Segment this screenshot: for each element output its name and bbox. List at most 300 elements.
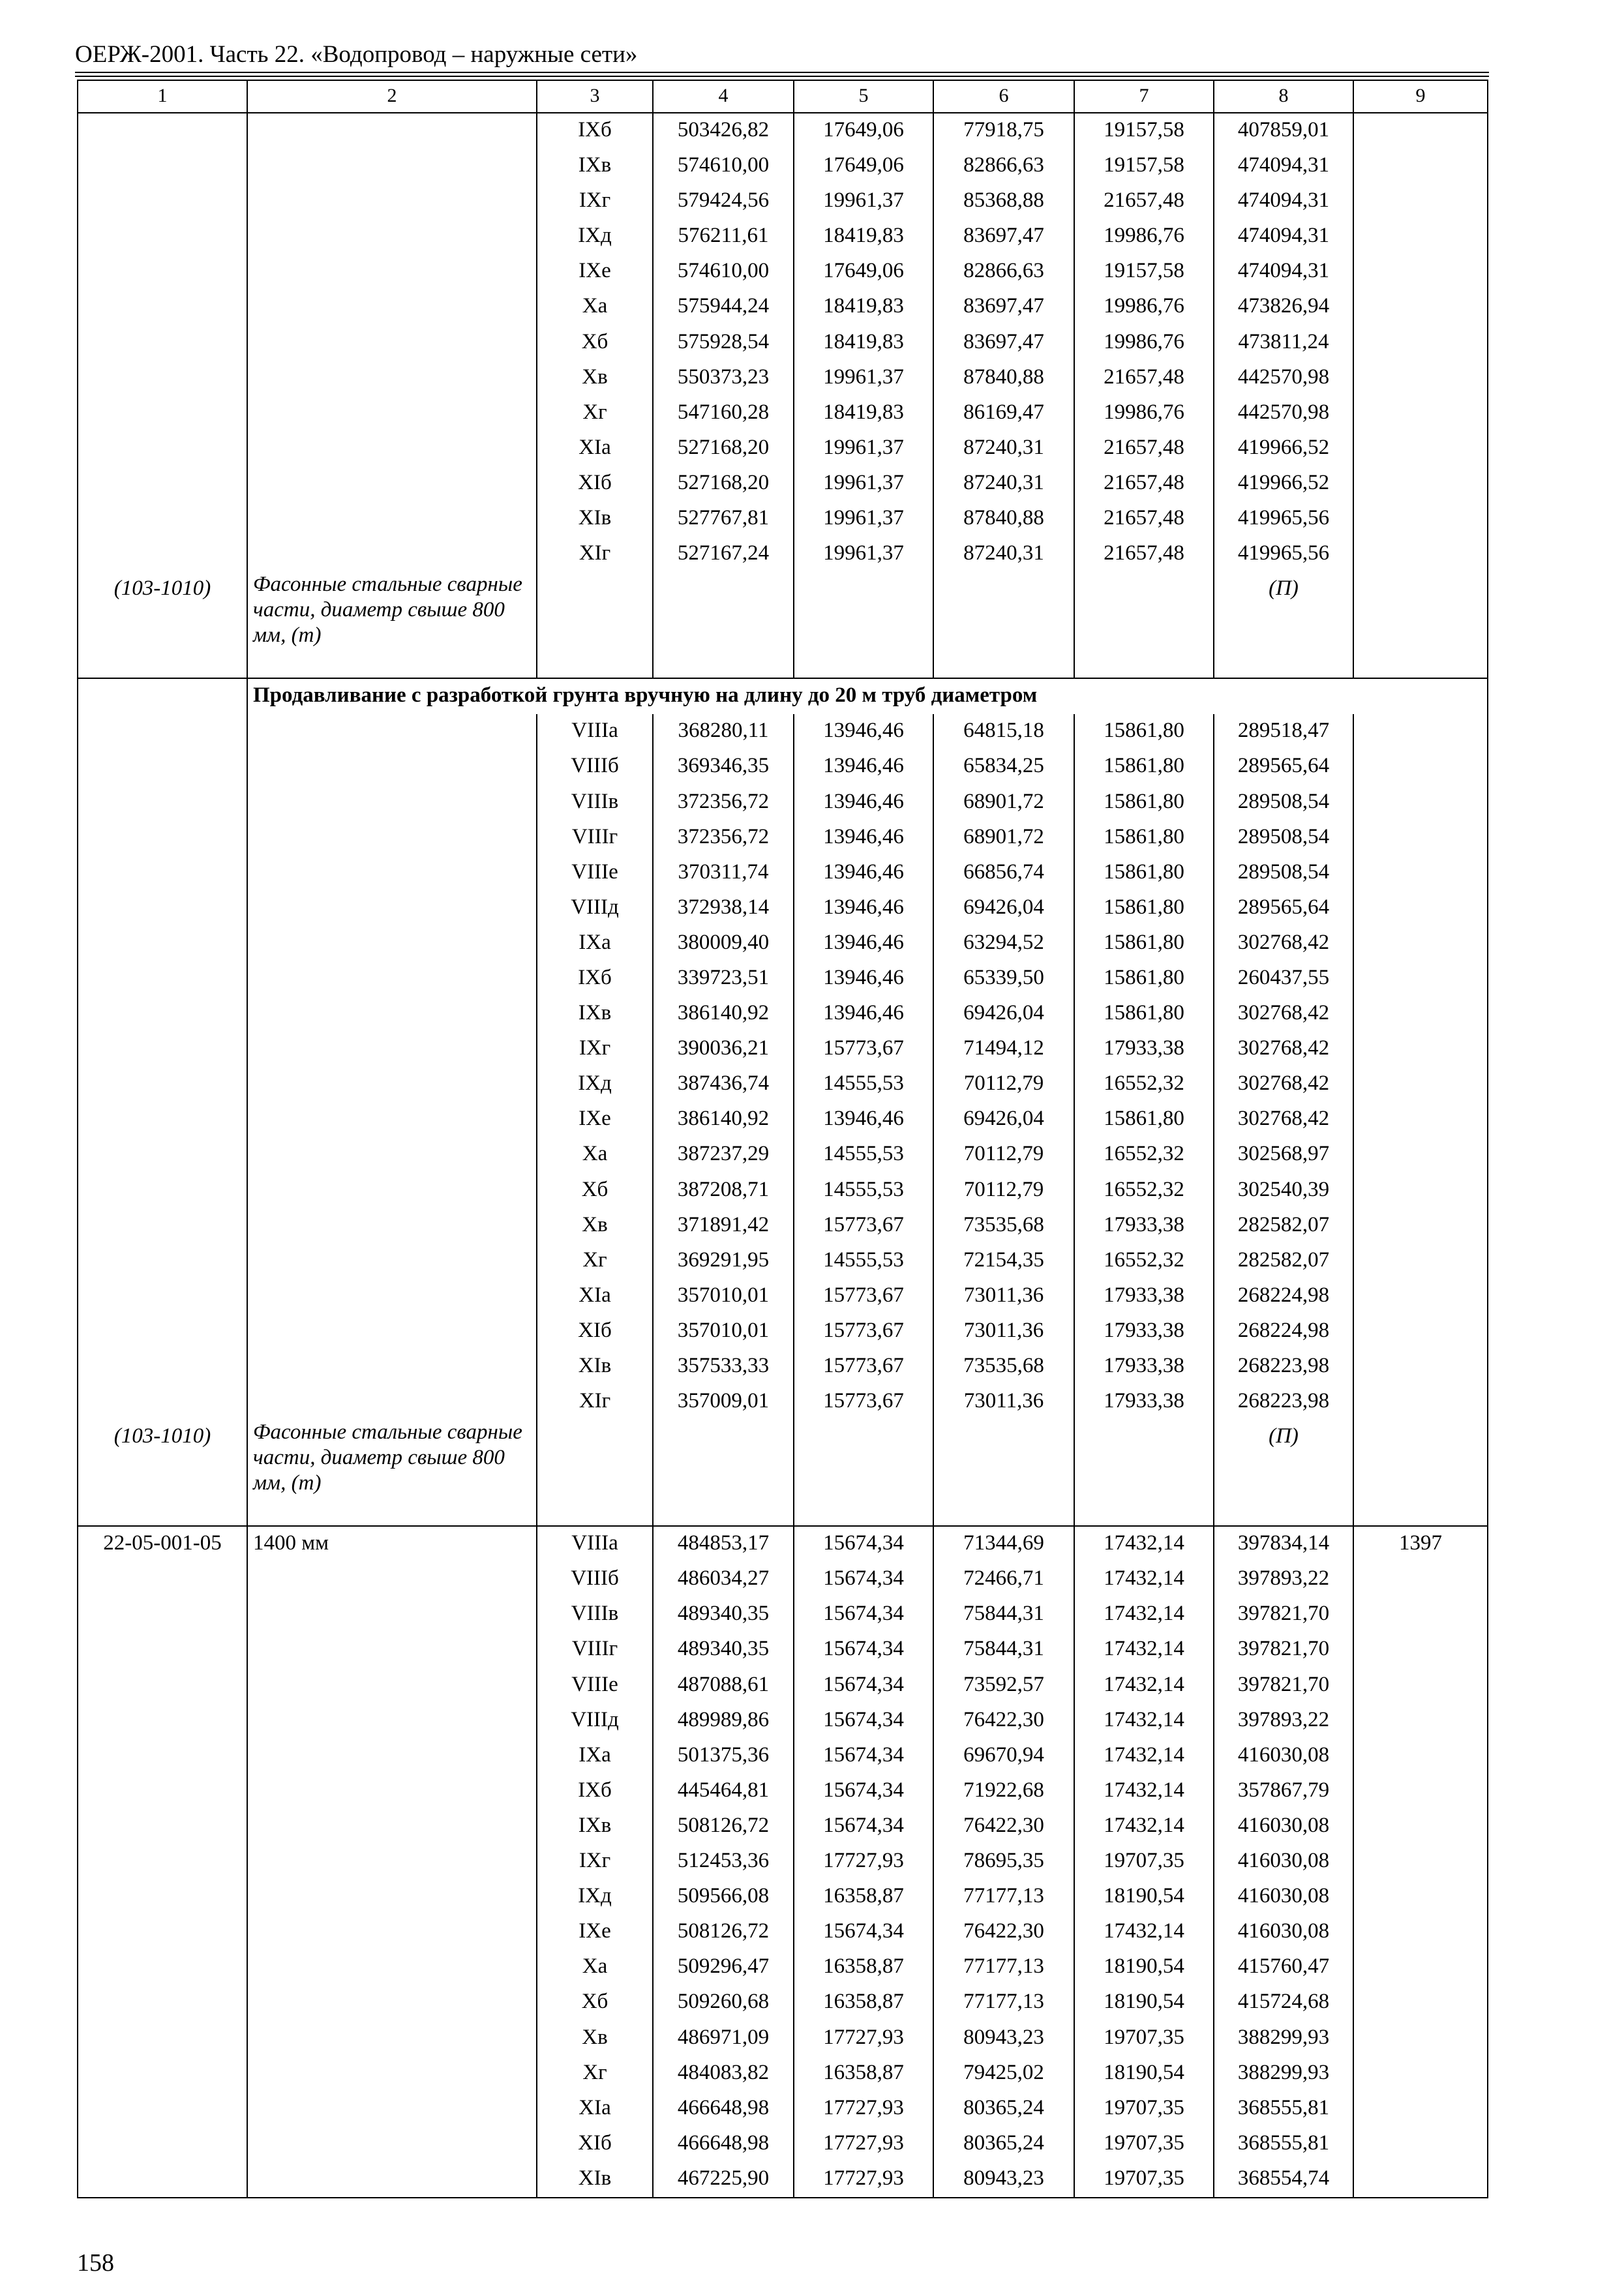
rate-code-cell: [78, 537, 247, 572]
wages-cell: 14555,53: [794, 1067, 933, 1102]
zone-cell: VIIIб: [537, 1562, 653, 1597]
empty-cell: [1353, 572, 1488, 678]
zone-cell: Xa: [537, 1950, 653, 1985]
work-name-cell: [247, 149, 537, 184]
machines-cell: 76422,30: [933, 1915, 1074, 1950]
labor-cost-cell: [1353, 1879, 1488, 1915]
zone-cell: IXв: [537, 1809, 653, 1844]
materials-cell: 282582,07: [1214, 1244, 1353, 1279]
rate-code-cell: [78, 113, 247, 149]
zone-cell: XIв: [537, 2162, 653, 2198]
column-number: 5: [794, 80, 933, 113]
machines-cell: 73535,68: [933, 1208, 1074, 1244]
operator-wages-cell: 17432,14: [1074, 1632, 1214, 1668]
operator-wages-cell: 21657,48: [1074, 361, 1214, 396]
work-name-cell: [247, 1703, 537, 1739]
labor-cost-cell: [1353, 184, 1488, 219]
total-cost-cell: 509296,47: [653, 1950, 794, 1985]
work-name-cell: [247, 749, 537, 785]
labor-cost-cell: [1353, 1244, 1488, 1279]
operator-wages-cell: 19707,35: [1074, 2091, 1214, 2127]
total-cost-cell: 489989,86: [653, 1703, 794, 1739]
labor-cost-cell: [1353, 714, 1488, 749]
column-number: 6: [933, 80, 1074, 113]
note-code-cell: (103-1010): [78, 572, 247, 678]
header-rule-double: [75, 76, 1489, 77]
table-row: [78, 1809, 1488, 1844]
operator-wages-cell: 19986,76: [1074, 325, 1214, 361]
materials-cell: 473826,94: [1214, 290, 1353, 325]
operator-wages-cell: 17432,14: [1074, 1562, 1214, 1597]
zone-cell: IXб: [537, 113, 653, 149]
zone-cell: VIIIд: [537, 891, 653, 926]
machines-cell: 80365,24: [933, 2091, 1074, 2127]
work-name-cell: [247, 1985, 537, 2020]
rate-code-cell: [78, 1279, 247, 1314]
operator-wages-cell: 19157,58: [1074, 113, 1214, 149]
rate-code-cell: [78, 431, 247, 466]
operator-wages-cell: 17933,38: [1074, 1349, 1214, 1384]
operator-wages-cell: 19157,58: [1074, 254, 1214, 290]
rate-code-cell: [78, 1632, 247, 1668]
labor-cost-cell: [1353, 1844, 1488, 1879]
zone-cell: Xв: [537, 1208, 653, 1244]
work-name-cell: [247, 1173, 537, 1208]
zone-cell: IXa: [537, 1739, 653, 1774]
zone-cell: VIIIa: [537, 714, 653, 749]
materials-cell: 415760,47: [1214, 1950, 1353, 1985]
materials-cell: 302568,97: [1214, 1137, 1353, 1173]
table-row: [78, 891, 1488, 926]
column-number: 2: [247, 80, 537, 113]
empty-cell: [933, 1420, 1074, 1526]
machines-cell: 68901,72: [933, 785, 1074, 820]
zone-cell: VIIIд: [537, 1703, 653, 1739]
wages-cell: 18419,83: [794, 219, 933, 254]
table-row: [78, 361, 1488, 396]
rate-code-cell: [78, 2162, 247, 2198]
rate-code-cell: [78, 219, 247, 254]
labor-cost-cell: [1353, 501, 1488, 537]
table-row: [78, 2127, 1488, 2162]
work-name-cell: [247, 2091, 537, 2127]
work-name-cell: [247, 856, 537, 891]
rate-code-cell: [78, 820, 247, 856]
rate-code-cell: [78, 466, 247, 501]
zone-cell: VIIIе: [537, 1668, 653, 1703]
total-cost-cell: 509260,68: [653, 1985, 794, 2020]
operator-wages-cell: 16552,32: [1074, 1173, 1214, 1208]
wages-cell: 19961,37: [794, 361, 933, 396]
operator-wages-cell: 15861,80: [1074, 891, 1214, 926]
operator-wages-cell: 17933,38: [1074, 1208, 1214, 1244]
work-name-cell: [247, 431, 537, 466]
work-name-cell: [247, 1208, 537, 1244]
table-row: [78, 254, 1488, 290]
labor-cost-cell: [1353, 149, 1488, 184]
rate-code-cell: [78, 501, 247, 537]
labor-cost-cell: [1353, 1137, 1488, 1173]
table-row: [78, 2056, 1488, 2091]
work-name-cell: [247, 1067, 537, 1102]
machines-cell: 77177,13: [933, 1879, 1074, 1915]
rate-code-cell: [78, 1597, 247, 1632]
materials-cell: 397821,70: [1214, 1632, 1353, 1668]
total-cost-cell: 386140,92: [653, 996, 794, 1032]
machines-cell: 87240,31: [933, 537, 1074, 572]
wages-cell: 13946,46: [794, 785, 933, 820]
zone-cell: VIIIг: [537, 1632, 653, 1668]
total-cost-cell: 489340,35: [653, 1597, 794, 1632]
work-name-cell: [247, 785, 537, 820]
total-cost-cell: 547160,28: [653, 396, 794, 431]
machines-cell: 69426,04: [933, 891, 1074, 926]
materials-cell: 397821,70: [1214, 1597, 1353, 1632]
labor-cost-cell: [1353, 1562, 1488, 1597]
empty-cell: [1074, 572, 1214, 678]
materials-cell: 419965,56: [1214, 501, 1353, 537]
zone-cell: XIг: [537, 537, 653, 572]
rate-code-cell: [78, 891, 247, 926]
labor-cost-cell: [1353, 2162, 1488, 2198]
rate-code-cell: [78, 1668, 247, 1703]
zone-cell: Xб: [537, 325, 653, 361]
table-row: [78, 113, 1488, 149]
table-row: [78, 1668, 1488, 1703]
machines-cell: 80365,24: [933, 2127, 1074, 2162]
machines-cell: 65834,25: [933, 749, 1074, 785]
zone-cell: IXг: [537, 1032, 653, 1067]
note-value-cell: (П): [1214, 572, 1353, 678]
rate-code-cell: [78, 1562, 247, 1597]
materials-cell: 473811,24: [1214, 325, 1353, 361]
operator-wages-cell: 19986,76: [1074, 219, 1214, 254]
materials-cell: 442570,98: [1214, 361, 1353, 396]
labor-cost-cell: [1353, 466, 1488, 501]
table-row: [78, 714, 1488, 749]
table-row: [78, 856, 1488, 891]
work-name-cell: [247, 1562, 537, 1597]
rate-code-cell: [78, 361, 247, 396]
table-row: [78, 1774, 1488, 1809]
operator-wages-cell: 21657,48: [1074, 466, 1214, 501]
rate-code-cell: [78, 1137, 247, 1173]
page-number: 158: [77, 2249, 114, 2277]
materials-cell: 416030,08: [1214, 1739, 1353, 1774]
materials-cell: 419966,52: [1214, 466, 1353, 501]
materials-cell: 419965,56: [1214, 537, 1353, 572]
labor-cost-cell: [1353, 1102, 1488, 1137]
operator-wages-cell: 15861,80: [1074, 961, 1214, 996]
machines-cell: 65339,50: [933, 961, 1074, 996]
operator-wages-cell: 19157,58: [1074, 149, 1214, 184]
work-name-cell: [247, 714, 537, 749]
machines-cell: 77177,13: [933, 1985, 1074, 2020]
zone-cell: Xa: [537, 1137, 653, 1173]
materials-cell: 302768,42: [1214, 1102, 1353, 1137]
rate-code-cell: [78, 2056, 247, 2091]
column-number: 9: [1353, 80, 1488, 113]
wages-cell: 16358,87: [794, 2056, 933, 2091]
work-name-cell: [247, 1384, 537, 1420]
total-cost-cell: 574610,00: [653, 254, 794, 290]
labor-cost-cell: [1353, 2021, 1488, 2056]
operator-wages-cell: 21657,48: [1074, 184, 1214, 219]
labor-cost-cell: [1353, 1985, 1488, 2020]
zone-cell: XIв: [537, 501, 653, 537]
materials-cell: 260437,55: [1214, 961, 1353, 996]
labor-cost-cell: [1353, 1067, 1488, 1102]
operator-wages-cell: 19707,35: [1074, 2162, 1214, 2198]
operator-wages-cell: 17933,38: [1074, 1279, 1214, 1314]
labor-cost-cell: [1353, 113, 1488, 149]
total-cost-cell: 527168,20: [653, 466, 794, 501]
rate-code-cell: [78, 1244, 247, 1279]
total-cost-cell: 512453,36: [653, 1844, 794, 1879]
machines-cell: 64815,18: [933, 714, 1074, 749]
machines-cell: 75844,31: [933, 1632, 1074, 1668]
work-name-cell: 1400 мм: [247, 1526, 537, 1562]
wages-cell: 14555,53: [794, 1137, 933, 1173]
materials-cell: 302768,42: [1214, 1032, 1353, 1067]
operator-wages-cell: 16552,32: [1074, 1244, 1214, 1279]
rate-code-cell: [78, 1739, 247, 1774]
operator-wages-cell: 17432,14: [1074, 1774, 1214, 1809]
machines-cell: 73011,36: [933, 1279, 1074, 1314]
rate-code-cell: [78, 1067, 247, 1102]
materials-cell: 289508,54: [1214, 856, 1353, 891]
materials-cell: 268223,98: [1214, 1349, 1353, 1384]
operator-wages-cell: 18190,54: [1074, 1879, 1214, 1915]
table-row: [78, 1137, 1488, 1173]
wages-cell: 13946,46: [794, 996, 933, 1032]
operator-wages-cell: 18190,54: [1074, 1950, 1214, 1985]
labor-cost-cell: [1353, 1703, 1488, 1739]
labor-cost-cell: [1353, 820, 1488, 856]
labor-cost-cell: [1353, 1384, 1488, 1420]
labor-cost-cell: [1353, 290, 1488, 325]
zone-cell: XIв: [537, 1349, 653, 1384]
wages-cell: 13946,46: [794, 820, 933, 856]
table-row: [78, 219, 1488, 254]
table-row: [78, 926, 1488, 961]
empty-cell: [794, 1420, 933, 1526]
empty-cell: [653, 572, 794, 678]
zone-cell: VIIIе: [537, 856, 653, 891]
materials-cell: 302768,42: [1214, 926, 1353, 961]
labor-cost-cell: [1353, 396, 1488, 431]
empty-cell: [653, 1420, 794, 1526]
operator-wages-cell: 15861,80: [1074, 926, 1214, 961]
wages-cell: 15674,34: [794, 1809, 933, 1844]
rate-code-cell: [78, 325, 247, 361]
materials-cell: 407859,01: [1214, 113, 1353, 149]
section-title: Продавливание с разработкой грунта вручную на длину до 20 м труб диаметром: [247, 678, 1488, 714]
labor-cost-cell: [1353, 1208, 1488, 1244]
total-cost-cell: 372356,72: [653, 785, 794, 820]
labor-cost-cell: [1353, 2056, 1488, 2091]
machines-cell: 73011,36: [933, 1314, 1074, 1349]
table-row: [78, 785, 1488, 820]
total-cost-cell: 387436,74: [653, 1067, 794, 1102]
zone-cell: IXa: [537, 926, 653, 961]
materials-cell: 302768,42: [1214, 996, 1353, 1032]
rate-code-cell: [78, 1915, 247, 1950]
rate-code-cell: [78, 2127, 247, 2162]
wages-cell: 18419,83: [794, 290, 933, 325]
page-header-title: ОЕРЖ-2001. Часть 22. «Водопровод – наружные сети»: [75, 41, 638, 68]
zone-cell: Xв: [537, 2021, 653, 2056]
machines-cell: 80943,23: [933, 2162, 1074, 2198]
work-name-cell: [247, 1774, 537, 1809]
rate-code-cell: [78, 1703, 247, 1739]
total-cost-cell: 484083,82: [653, 2056, 794, 2091]
wages-cell: 17649,06: [794, 254, 933, 290]
rate-code-cell: [78, 785, 247, 820]
table-row: [78, 2091, 1488, 2127]
zone-cell: XIб: [537, 2127, 653, 2162]
empty-cell: [537, 1420, 653, 1526]
wages-cell: 19961,37: [794, 466, 933, 501]
machines-cell: 82866,63: [933, 254, 1074, 290]
table-row: [78, 431, 1488, 466]
materials-cell: 416030,08: [1214, 1844, 1353, 1879]
table-row: [78, 1314, 1488, 1349]
work-name-cell: [247, 926, 537, 961]
empty-cell: [1353, 1420, 1488, 1526]
wages-cell: 15674,34: [794, 1526, 933, 1562]
table-row: [78, 961, 1488, 996]
labor-cost-cell: [1353, 1915, 1488, 1950]
labor-cost-cell: [1353, 2127, 1488, 2162]
table-row: [78, 1985, 1488, 2020]
operator-wages-cell: 17432,14: [1074, 1703, 1214, 1739]
table-row: [78, 996, 1488, 1032]
materials-cell: 302768,42: [1214, 1067, 1353, 1102]
rate-code-cell: [78, 1985, 247, 2020]
rate-code-cell: [78, 1208, 247, 1244]
rate-code-cell: [78, 184, 247, 219]
materials-cell: 282582,07: [1214, 1208, 1353, 1244]
rate-code-cell: [78, 926, 247, 961]
total-cost-cell: 574610,00: [653, 149, 794, 184]
materials-cell: 397821,70: [1214, 1668, 1353, 1703]
work-name-cell: [247, 2127, 537, 2162]
wages-cell: 15674,34: [794, 1562, 933, 1597]
zone-cell: XIг: [537, 1384, 653, 1420]
zone-cell: IXв: [537, 149, 653, 184]
operator-wages-cell: 17432,14: [1074, 1668, 1214, 1703]
wages-cell: 17727,93: [794, 2021, 933, 2056]
work-name-cell: [247, 325, 537, 361]
total-cost-cell: 508126,72: [653, 1809, 794, 1844]
rate-code-cell: [78, 1032, 247, 1067]
table-row: [78, 1384, 1488, 1420]
total-cost-cell: 357533,33: [653, 1349, 794, 1384]
machines-cell: 83697,47: [933, 290, 1074, 325]
labor-cost-cell: [1353, 1597, 1488, 1632]
operator-wages-cell: 15861,80: [1074, 714, 1214, 749]
operator-wages-cell: 17432,14: [1074, 1739, 1214, 1774]
rate-code-cell: [78, 254, 247, 290]
wages-cell: 15674,34: [794, 1739, 933, 1774]
wages-cell: 16358,87: [794, 1879, 933, 1915]
materials-cell: 289518,47: [1214, 714, 1353, 749]
labor-cost-cell: [1353, 1349, 1488, 1384]
wages-cell: 15674,34: [794, 1597, 933, 1632]
labor-cost-cell: [1353, 361, 1488, 396]
zone-cell: Xг: [537, 2056, 653, 2091]
work-name-cell: [247, 1739, 537, 1774]
rate-code-cell: [78, 996, 247, 1032]
work-name-cell: [247, 1950, 537, 1985]
zone-cell: Xг: [537, 396, 653, 431]
work-name-cell: [247, 1032, 537, 1067]
header-rule: [75, 72, 1489, 73]
total-cost-cell: 380009,40: [653, 926, 794, 961]
machines-cell: 69426,04: [933, 1102, 1074, 1137]
zone-cell: VIIIв: [537, 785, 653, 820]
rate-code-cell: [78, 290, 247, 325]
wages-cell: 13946,46: [794, 714, 933, 749]
wages-cell: 14555,53: [794, 1173, 933, 1208]
total-cost-cell: 509566,08: [653, 1879, 794, 1915]
zone-cell: XIa: [537, 1279, 653, 1314]
materials-cell: 388299,93: [1214, 2056, 1353, 2091]
wages-cell: 15674,34: [794, 1668, 933, 1703]
machines-cell: 69426,04: [933, 996, 1074, 1032]
materials-cell: 416030,08: [1214, 1915, 1353, 1950]
rate-code-cell: [78, 1950, 247, 1985]
empty-cell: [933, 572, 1074, 678]
labor-cost-cell: [1353, 749, 1488, 785]
table-row: [78, 2021, 1488, 2056]
labor-cost-cell: [1353, 1173, 1488, 1208]
zone-cell: Xв: [537, 361, 653, 396]
rate-code-cell: [78, 1809, 247, 1844]
total-cost-cell: 527767,81: [653, 501, 794, 537]
materials-cell: 397893,22: [1214, 1562, 1353, 1597]
zone-cell: XIa: [537, 431, 653, 466]
zone-cell: IXд: [537, 1879, 653, 1915]
materials-cell: 268224,98: [1214, 1279, 1353, 1314]
materials-cell: 474094,31: [1214, 149, 1353, 184]
table-row: [78, 1703, 1488, 1739]
materials-cell: 442570,98: [1214, 396, 1353, 431]
rate-code-cell: [78, 856, 247, 891]
wages-cell: 13946,46: [794, 1102, 933, 1137]
work-name-cell: [247, 537, 537, 572]
table-row: [78, 820, 1488, 856]
zone-cell: IXг: [537, 1844, 653, 1879]
table-row: [78, 2162, 1488, 2198]
operator-wages-cell: 19986,76: [1074, 396, 1214, 431]
total-cost-cell: 387208,71: [653, 1173, 794, 1208]
wages-cell: 15674,34: [794, 1703, 933, 1739]
note-text-cell: Фасонные стальные сварные части, диаметр свыше 800 мм, (т): [247, 572, 537, 678]
materials-cell: 289565,64: [1214, 891, 1353, 926]
operator-wages-cell: 15861,80: [1074, 785, 1214, 820]
wages-cell: 15773,67: [794, 1279, 933, 1314]
table-row: [78, 1562, 1488, 1597]
labor-cost-cell: [1353, 926, 1488, 961]
zone-cell: IXб: [537, 961, 653, 996]
column-number: 4: [653, 80, 794, 113]
total-cost-cell: 575944,24: [653, 290, 794, 325]
work-name-cell: [247, 1279, 537, 1314]
wages-cell: 19961,37: [794, 184, 933, 219]
machines-cell: 63294,52: [933, 926, 1074, 961]
